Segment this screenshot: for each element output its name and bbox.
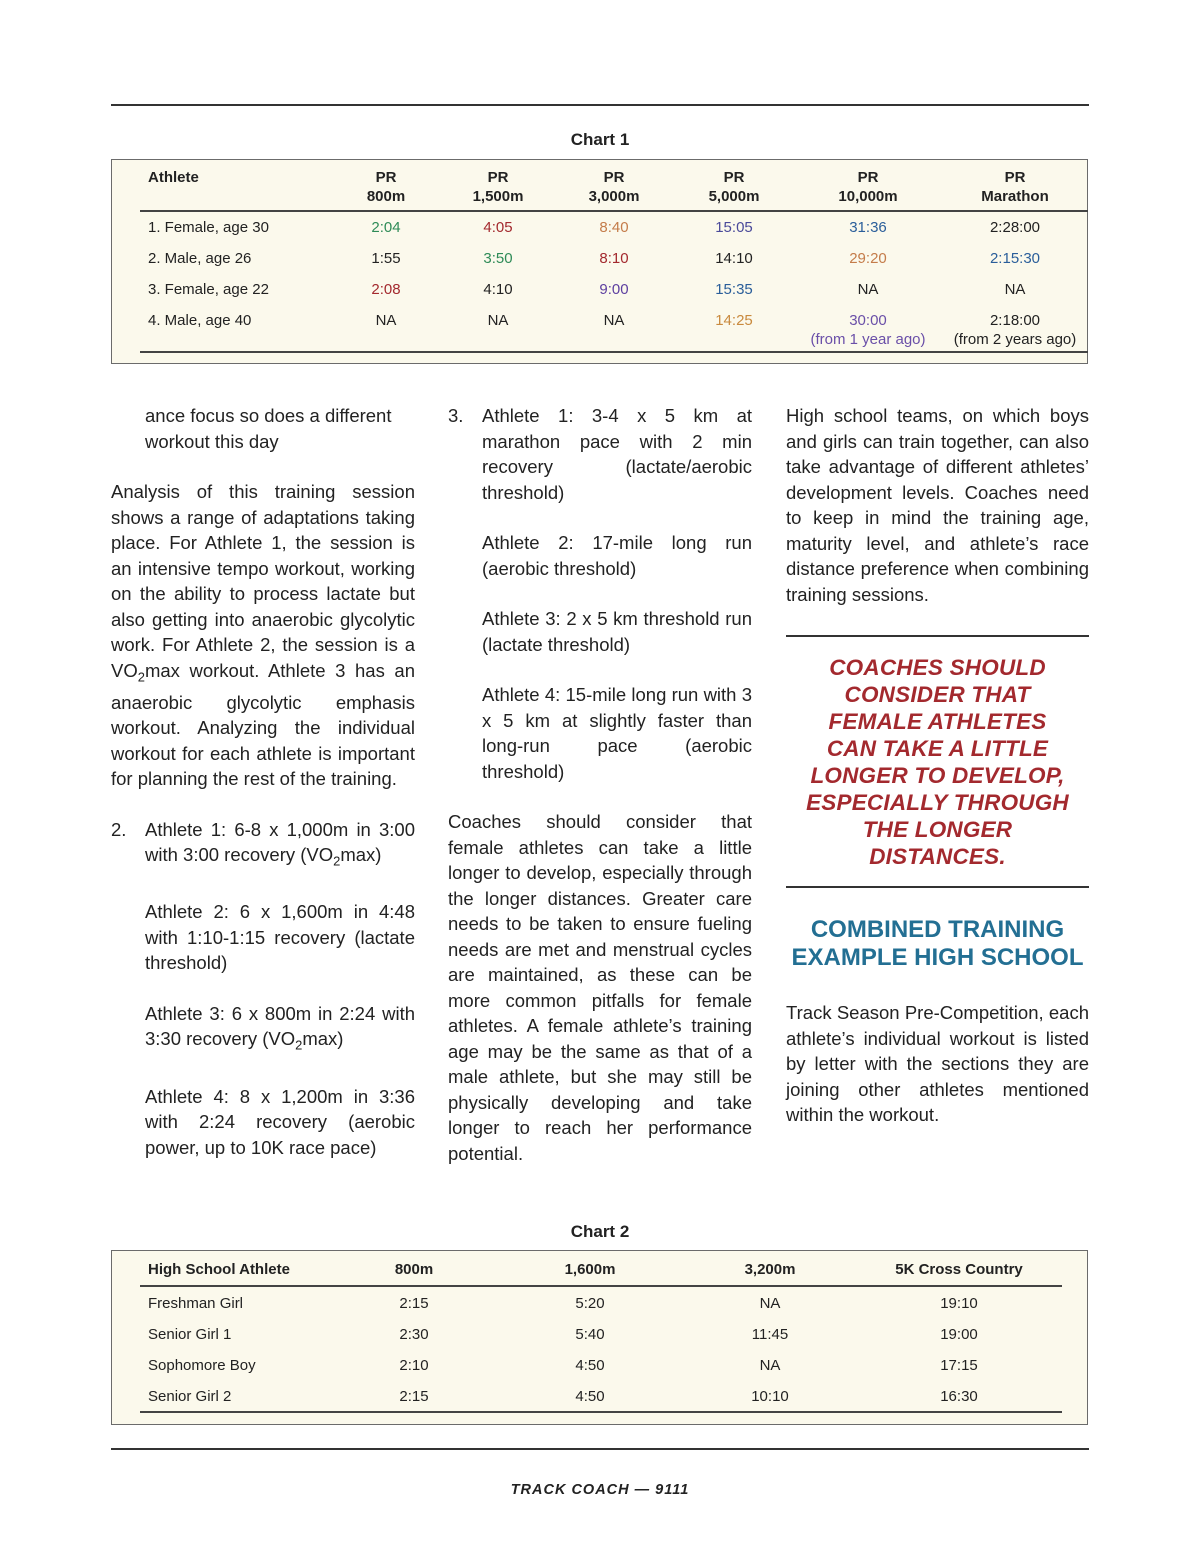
chart1-table: [111, 159, 1088, 364]
column-3-lower: [786, 1000, 1089, 1128]
chart1-cell: 8:10: [599, 250, 629, 267]
chart2-cell: 19:10: [940, 1295, 978, 1312]
chart1-header-rule: [140, 210, 1088, 212]
chart2-header-athlete: High School Athlete: [148, 1261, 290, 1278]
athlete3-workout: Athlete 3: 6 x 800m in 2:24 with 3:30 recovery $(VO_2\max)$: [145, 1002, 415, 1054]
chart1-cell: NA: [487, 312, 509, 329]
chart2-row-athlete: Senior Girl 2: [148, 1388, 232, 1405]
chart1-cell: NA: [1004, 281, 1026, 298]
chart2-cell: 5:20: [575, 1295, 605, 1312]
chart2-cell: 5:40: [575, 1326, 605, 1343]
column-2: [448, 403, 752, 1166]
chart1-header-5000: PR 5,000m: [708, 169, 760, 205]
chart1-cell: 15:35: [715, 281, 753, 298]
chart2-header-5k: 5K Cross Country: [895, 1261, 1023, 1278]
chart2-row-athlete: Freshman Girl: [148, 1295, 244, 1312]
chart1-cell: 14:25: [715, 312, 753, 329]
athlete2-workout: Athlete 2: 17-mile long run (aerobic threshold): [482, 532, 752, 579]
list-number: 3.: [448, 405, 464, 426]
top-rule: [111, 104, 1089, 106]
chart1-cell: 29:20: [849, 250, 887, 267]
chart2-cell: NA: [759, 1295, 781, 1312]
athlete1-workout: Athlete 1: 3-4 x 5 km at marathon pace with 2 min recovery (lactate/aerobic threshold): [482, 405, 752, 503]
athlete2-workout: Athlete 2: 6 x 1,600m in 4:48 with 1:10-1:15 recovery (lactate threshold): [145, 901, 415, 974]
chart2-cell: NA: [759, 1357, 781, 1374]
bottom-rule: [111, 1448, 1089, 1450]
chart1-cell: NA: [603, 312, 625, 329]
chart1-cell: 8:40: [599, 219, 629, 236]
chart2-cell: 2:15: [399, 1295, 429, 1312]
chart1-row-athlete: 1. Female, age 30: [148, 219, 269, 236]
chart2-cell: 10:10: [751, 1388, 789, 1405]
athlete4-workout: Athlete 4: 8 x 1,200m in 3:36 with 2:24 recovery (aerobic power, up to 10K race pace): [145, 1085, 415, 1158]
chart2-header-rule: [140, 1285, 1062, 1287]
track-season-paragraph: Track Season Pre-Competition, each athlete’s individual workout is listed by letter with the sections they are joining other athletes mentioned within the workout.: [786, 1002, 1089, 1125]
chart1-header-800: PR 800m: [366, 169, 406, 205]
column-3: [786, 403, 1089, 607]
chart1-cell: 2:18:00: [989, 312, 1041, 329]
pullquote-top-rule: [786, 635, 1089, 637]
chart2-cell: 4:50: [575, 1357, 605, 1374]
chart2-cell: 2:30: [399, 1326, 429, 1343]
chart1-header-marathon: PR Marathon: [981, 169, 1049, 205]
chart1-row-athlete: 2. Male, age 26: [148, 250, 252, 267]
continuation-text: ance focus so does a different workout this day: [145, 405, 392, 452]
chart2-bottom-rule: [140, 1411, 1062, 1413]
chart1-note-10000: (from 1 year ago): [810, 331, 926, 348]
pullquote: COACHES SHOULD CONSIDER THAT FEMALE ATHLETES CAN TAKE A LITTLE LONGER TO DEVELOP, ESPECIALLY THROUGH THE LONGER DISTANCES.: [806, 655, 1069, 869]
chart1-cell: 4:05: [483, 219, 513, 236]
chart1-cell: 9:00: [599, 281, 629, 298]
chart1-cell: 30:00: [849, 312, 887, 329]
chart2-cell: 4:50: [575, 1388, 605, 1405]
chart2-header-1600: 1,600m: [564, 1261, 616, 1278]
chart2-row-athlete: Sophomore Boy: [148, 1357, 256, 1374]
chart2-row-athlete: Senior Girl 1: [148, 1326, 232, 1343]
chart2-cell: 17:15: [940, 1357, 978, 1374]
chart2-table: [111, 1250, 1088, 1425]
athlete4-workout: Athlete 4: 15-mile long run with 3 x 5 km at slightly faster than long-run pace (aerobic threshold): [482, 684, 752, 782]
section-heading: COMBINED TRAINING EXAMPLE HIGH SCHOOL: [791, 916, 1084, 971]
chart1-header-athlete: Athlete: [148, 169, 199, 186]
footer: TRACK COACH — 9111: [510, 1482, 690, 1498]
female-athletes-paragraph: Coaches should consider that female athletes can take a little longer to develop, especially through the longer distances. Greater care needs to be taken to ensure fueling needs are met and menstrual cycles are maintained, as these can be more common pitfalls for female athletes. A female athlete’s training age may be the same as that of a male athlete, but she may still be physically developing and take longer to reach her performance potential.: [448, 811, 752, 1164]
chart1-bottom-rule: [140, 351, 1088, 353]
chart1-cell: 2:15:30: [989, 250, 1041, 267]
chart1-cell: 14:10: [715, 250, 753, 267]
analysis-paragraph: Analysis of this training session shows a range of adaptations taking place. For Athlete 1, the session is an intensive tempo workout, working on the ability to process lactate but also getting into anaerobic glycolytic work. For Athlete 2, the session is a $VO_2\max$ workout. Athlete 3 has an anaerobic glycolytic emphasis workout. Analyzing the individual workout for each athlete is important for planning the rest of the training.: [111, 481, 415, 790]
chart2-cell: 2:15: [399, 1388, 429, 1405]
chart1-title: Chart 1: [570, 130, 630, 149]
list-item-3: [448, 403, 752, 784]
chart1-header-1500: PR 1,500m: [472, 169, 524, 205]
chart1-cell: 31:36: [849, 219, 887, 236]
athlete1-workout: Athlete 1: 6-8 x 1,000m in 3:00 with 3:00 recovery $(VO_2\max)$: [145, 818, 415, 869]
chart2-cell: 11:45: [751, 1326, 789, 1343]
athlete3-workout: Athlete 3: 2 x 5 km threshold run (lactate threshold): [482, 608, 752, 655]
column-1: [111, 403, 415, 1160]
chart1-cell: 2:28:00: [989, 219, 1041, 236]
chart2-title: Chart 2: [570, 1222, 630, 1241]
chart1-cell: 2:08: [371, 281, 401, 298]
pullquote-bottom-rule: [786, 886, 1089, 888]
chart2-cell: 2:10: [399, 1357, 429, 1374]
chart1-cell: NA: [375, 312, 397, 329]
chart1-header-3000: PR 3,000m: [588, 169, 640, 205]
chart1-row-athlete: 3. Female, age 22: [148, 281, 269, 298]
chart2-header-800: 800m: [394, 1261, 434, 1278]
chart1-cell: 1:55: [371, 250, 401, 267]
chart1-note-marathon: (from 2 years ago): [953, 331, 1077, 348]
high-school-paragraph: High school teams, on which boys and girls can train together, can also take advantage of different athletes’ development levels. Coaches need to keep in mind the training age, maturity level, and athlete’s race distance preference when combining training sessions.: [786, 405, 1089, 605]
chart2-cell: 19:00: [940, 1326, 978, 1343]
chart1-cell: 3:50: [483, 250, 513, 267]
chart1-cell: NA: [857, 281, 879, 298]
list-item-2: [111, 817, 415, 1160]
chart2-header-3200: 3,200m: [744, 1261, 796, 1278]
chart2-cell: 16:30: [940, 1388, 978, 1405]
chart1-row-athlete: 4. Male, age 40: [148, 312, 252, 329]
chart1-header-10000: PR 10,000m: [838, 169, 898, 205]
list-number: 2.: [111, 818, 127, 840]
chart1-cell: 4:10: [483, 281, 513, 298]
chart1-cell: 15:05: [715, 219, 753, 236]
chart1-cell: 2:04: [371, 219, 401, 236]
